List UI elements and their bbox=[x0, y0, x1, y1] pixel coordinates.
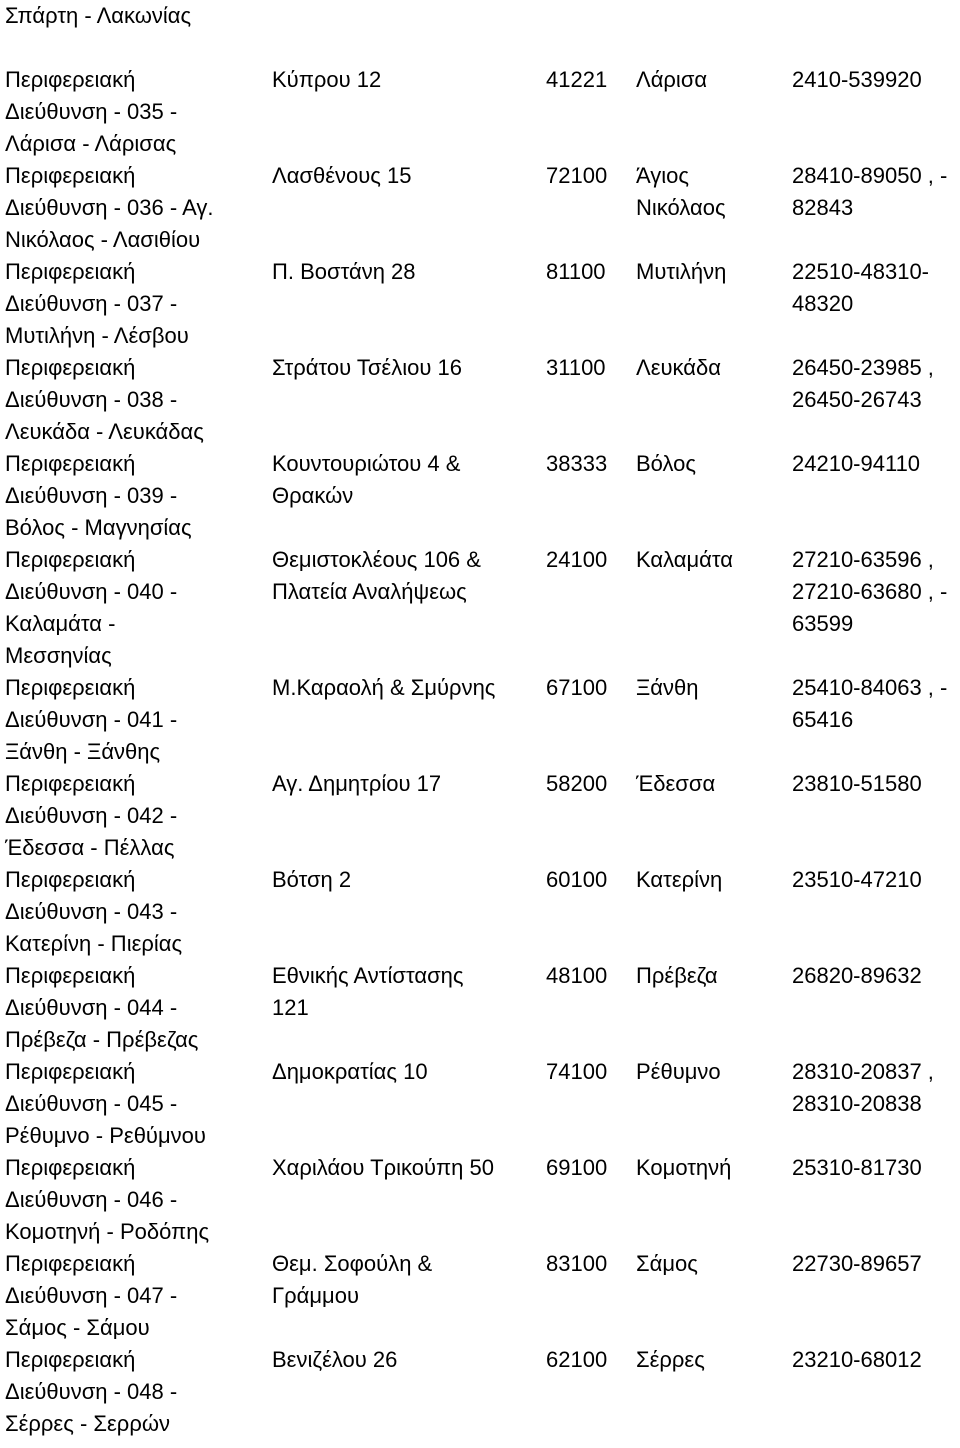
postal-code-cell: 62100 bbox=[546, 1347, 608, 1372]
city-cell: Έδεσσα bbox=[636, 771, 716, 796]
table-row bbox=[0, 1056, 960, 1152]
city-cell: Πρέβεζα bbox=[636, 963, 718, 988]
city-cell: Κομοτηνή bbox=[636, 1155, 732, 1180]
city-cell: Ρέθυμνο bbox=[636, 1059, 721, 1084]
table-row bbox=[0, 672, 960, 768]
table-row bbox=[0, 1152, 960, 1248]
phone-cell: 24210-94110 bbox=[792, 451, 921, 476]
postal-code-cell: 72100 bbox=[546, 163, 608, 188]
page-header-text: Σπάρτη - Λακωνίας bbox=[5, 3, 192, 28]
address-cell: Λασθένους 15 bbox=[272, 163, 412, 188]
city-cell: Μυτιλήνη bbox=[636, 259, 727, 284]
office-name-cell: Περιφερειακή Διεύθυνση - 036 - Αγ. Νικόλαος - Λασιθίου bbox=[5, 163, 214, 252]
phone-cell: 25310-81730 bbox=[792, 1155, 922, 1180]
table-row bbox=[0, 768, 960, 864]
postal-code-cell: 60100 bbox=[546, 867, 608, 892]
postal-code-cell: 41221 bbox=[546, 67, 608, 92]
phone-cell: 28410-89050 , - 82843 bbox=[792, 163, 948, 220]
address-cell: Αγ. Δημητρίου 17 bbox=[272, 771, 442, 796]
address-cell: Χαριλάου Τρικούπη 50 bbox=[272, 1155, 494, 1180]
address-cell: Στράτου Τσέλιου 16 bbox=[272, 355, 462, 380]
office-name-cell: Περιφερειακή Διεύθυνση - 037 - Μυτιλήνη - Λέσβου bbox=[5, 259, 189, 348]
city-cell: Σάμος bbox=[636, 1251, 698, 1276]
office-name-cell: Περιφερειακή Διεύθυνση - 041 - Ξάνθη - Ξάνθης bbox=[5, 675, 178, 764]
city-cell: Καλαμάτα bbox=[636, 547, 734, 572]
table-row bbox=[0, 160, 960, 256]
address-cell: Θεμιστοκλέους 106 & Πλατεία Αναλήψεως bbox=[272, 547, 481, 604]
phone-cell: 22510-48310- 48320 bbox=[792, 259, 930, 316]
phone-cell: 2410-539920 bbox=[792, 67, 922, 92]
address-cell: Θεμ. Σοφούλη & Γράμμου bbox=[272, 1251, 433, 1308]
postal-code-cell: 24100 bbox=[546, 547, 608, 572]
table-row bbox=[0, 1248, 960, 1344]
table-row bbox=[0, 544, 960, 672]
phone-cell: 26820-89632 bbox=[792, 963, 922, 988]
address-cell: Π. Βοστάνη 28 bbox=[272, 259, 416, 284]
office-name-cell: Περιφερειακή Διεύθυνση - 040 - Καλαμάτα - Μεσσηνίας bbox=[5, 547, 178, 668]
phone-cell: 23810-51580 bbox=[792, 771, 922, 796]
office-name-cell: Περιφερειακή Διεύθυνση - 048 - Σέρρες - Σερρών bbox=[5, 1347, 178, 1436]
address-cell: Δημοκρατίας 10 bbox=[272, 1059, 428, 1084]
postal-code-cell: 31100 bbox=[546, 355, 606, 380]
postal-code-cell: 48100 bbox=[546, 963, 608, 988]
table-row bbox=[0, 864, 960, 960]
office-name-cell: Περιφερειακή Διεύθυνση - 045 - Ρέθυμνο - Ρεθύμνου bbox=[5, 1059, 206, 1148]
phone-cell: 22730-89657 bbox=[792, 1251, 922, 1276]
table-row bbox=[0, 64, 960, 160]
table-row bbox=[0, 352, 960, 448]
city-cell: Λάρισα bbox=[636, 67, 708, 92]
table-row bbox=[0, 960, 960, 1056]
postal-code-cell: 74100 bbox=[546, 1059, 608, 1084]
office-name-cell: Περιφερειακή Διεύθυνση - 042 - Έδεσσα - Πέλλας bbox=[5, 771, 178, 860]
city-cell: Σέρρες bbox=[636, 1347, 705, 1372]
postal-code-cell: 58200 bbox=[546, 771, 608, 796]
office-name-cell: Περιφερειακή Διεύθυνση - 035 - Λάρισα - Λάρισας bbox=[5, 67, 178, 156]
address-cell: Κύπρου 12 bbox=[272, 67, 382, 92]
postal-code-cell: 69100 bbox=[546, 1155, 608, 1180]
phone-cell: 26450-23985 , 26450-26743 bbox=[792, 355, 934, 412]
phone-cell: 27210-63596 , 27210-63680 , - 63599 bbox=[792, 547, 948, 636]
office-name-cell: Περιφερειακή Διεύθυνση - 043 - Κατερίνη - Πιερίας bbox=[5, 867, 183, 956]
city-cell: Άγιος Νικόλαος bbox=[636, 163, 726, 220]
phone-cell: 23510-47210 bbox=[792, 867, 922, 892]
postal-code-cell: 83100 bbox=[546, 1251, 608, 1276]
address-cell: Κουντουριώτου 4 & Θρακών bbox=[272, 451, 461, 508]
table-row bbox=[0, 448, 960, 544]
office-name-cell: Περιφερειακή Διεύθυνση - 044 - Πρέβεζα - Πρέβεζας bbox=[5, 963, 199, 1052]
address-cell: Βενιζέλου 26 bbox=[272, 1347, 398, 1372]
address-cell: Εθνικής Αντίστασης 121 bbox=[272, 963, 464, 1020]
address-cell: Μ.Καραολή & Σμύρνης bbox=[272, 675, 496, 700]
postal-code-cell: 67100 bbox=[546, 675, 608, 700]
phone-cell: 23210-68012 bbox=[792, 1347, 922, 1372]
office-name-cell: Περιφερειακή Διεύθυνση - 046 - Κομοτηνή - Ροδόπης bbox=[5, 1155, 210, 1244]
office-name-cell: Περιφερειακή Διεύθυνση - 038 - Λευκάδα - Λευκάδας bbox=[5, 355, 204, 444]
city-cell: Κατερίνη bbox=[636, 867, 723, 892]
office-name-cell: Περιφερειακή Διεύθυνση - 039 - Βόλος - Μαγνησίας bbox=[5, 451, 192, 540]
postal-code-cell: 81100 bbox=[546, 259, 606, 284]
table-row bbox=[0, 1344, 960, 1440]
city-cell: Λευκάδα bbox=[636, 355, 721, 380]
phone-cell: 28310-20837 , 28310-20838 bbox=[792, 1059, 934, 1116]
office-name-cell: Περιφερειακή Διεύθυνση - 047 - Σάμος - Σάμου bbox=[5, 1251, 178, 1340]
city-cell: Βόλος bbox=[636, 451, 696, 476]
table-row bbox=[0, 256, 960, 352]
postal-code-cell: 38333 bbox=[546, 451, 608, 476]
address-cell: Βότση 2 bbox=[272, 867, 352, 892]
city-cell: Ξάνθη bbox=[636, 675, 699, 700]
phone-cell: 25410-84063 , - 65416 bbox=[792, 675, 948, 732]
